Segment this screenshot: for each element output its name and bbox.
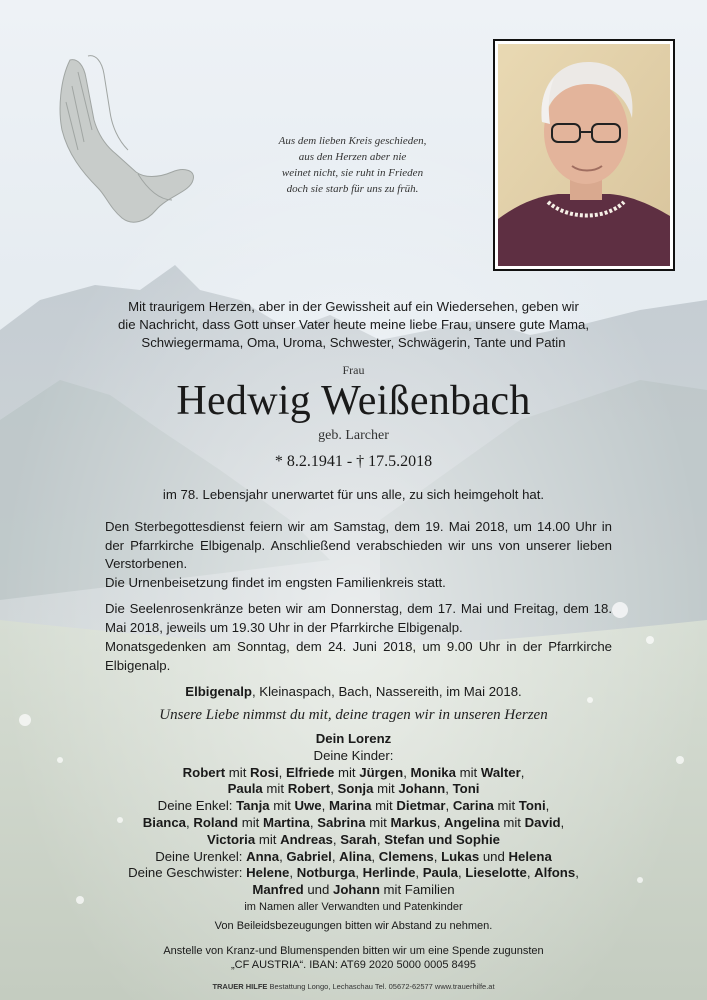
family-line	[0, 882, 707, 899]
title-label: Frau	[342, 363, 365, 377]
family-line	[0, 849, 707, 866]
family-name: Carina	[452, 798, 494, 814]
family-text: ,	[332, 831, 341, 847]
family-text: ,	[376, 831, 385, 847]
family-name: Johann	[398, 781, 446, 797]
donation-line: Anstelle von Kranz-und Blumenspenden bitten wir um eine Spende zugunsten	[163, 945, 544, 957]
family-text: ,	[436, 814, 445, 830]
family-name: Dein Lorenz	[315, 731, 392, 746]
family-text: Deine Enkel:	[157, 798, 237, 814]
family-text: ,	[403, 764, 411, 780]
family-text: ,	[445, 798, 453, 814]
family-name: Lukas	[441, 848, 480, 864]
family-name: Helene	[246, 865, 290, 881]
family-name: Helena	[508, 848, 552, 864]
poem-line: Aus dem lieben Kreis geschieden,	[278, 135, 427, 147]
poem-line: weinet nicht, sie ruht in Frieden	[281, 167, 424, 179]
family-line	[0, 748, 707, 765]
family-text: mit	[225, 764, 251, 780]
family-text: ,	[560, 814, 565, 830]
family-text: ,	[445, 781, 453, 797]
family-text: ,	[309, 814, 318, 830]
family-text: ,	[331, 848, 340, 864]
family-text: ,	[575, 865, 579, 881]
family-name: Rosi	[250, 764, 279, 780]
motto: Unsere Liebe nimmst du mit, deine tragen wir in unseren Herzen	[159, 707, 548, 723]
relatives-note: im Namen aller Verwandten und Patenkinder	[244, 900, 463, 913]
family-text: Deine Geschwister:	[128, 865, 247, 881]
family-text: ,	[278, 764, 286, 780]
family-name: Monika	[410, 764, 456, 780]
family-text: mit	[262, 781, 288, 797]
family-text: mit	[371, 798, 397, 814]
family-name: Manfred	[252, 882, 304, 898]
family-text: ,	[520, 764, 525, 780]
family-name: Martina	[262, 814, 310, 830]
age-line: im 78. Lebensjahr unerwartet für uns alle, zu sich heimgeholt hat.	[162, 487, 545, 502]
poem-line: doch sie starb für uns zu früh.	[286, 183, 419, 195]
family-name: Clemens	[378, 848, 434, 864]
maiden-name: geb. Larcher	[318, 428, 389, 443]
family-name: Robert	[287, 781, 331, 797]
footer-info: Bestattung Longo, Lechaschau Tel. 05672-62577 www.trauerhilfe.at	[267, 982, 495, 991]
family-name: Markus	[390, 814, 437, 830]
family-text: ,	[289, 865, 297, 881]
family-name: David	[524, 814, 561, 830]
family-text: ,	[321, 798, 329, 814]
memorial-paragraph: Monatsgedenken am Sonntag, dem 24. Juni 2018, um 9.00 Uhr in der Pfarrkirche Elbigenalp.	[105, 639, 612, 673]
family-list	[0, 731, 707, 916]
family-text: ,	[330, 781, 338, 797]
family-text: Deine Urenkel:	[155, 848, 247, 864]
family-name: Paula	[227, 781, 263, 797]
intro-text	[60, 298, 647, 352]
deceased-name: Hedwig Weißenbach	[176, 378, 531, 424]
donation-note	[0, 944, 707, 972]
family-line	[0, 731, 707, 748]
family-text: mit	[373, 781, 399, 797]
family-name: Sabrina	[317, 814, 366, 830]
place-date-line	[0, 684, 707, 699]
intro-line: Mit traurigem Herzen, aber in der Gewissheit auf ein Wiedersehen, geben wir	[128, 299, 579, 314]
family-text: mit	[255, 831, 281, 847]
life-dates: * 8.2.1941 - † 17.5.2018	[274, 453, 433, 470]
family-text: mit	[269, 798, 295, 814]
family-name: Lieselotte	[465, 865, 527, 881]
family-name: Paula	[422, 865, 458, 881]
family-text: mit	[493, 798, 519, 814]
family-name: Walter	[480, 764, 521, 780]
family-name: Roland	[193, 814, 239, 830]
family-name: Andreas	[280, 831, 333, 847]
family-name: Victoria	[207, 831, 256, 847]
place-town: Elbigenalp	[185, 684, 252, 699]
family-name: Jürgen	[359, 764, 404, 780]
family-name: Toni	[518, 798, 546, 814]
family-name: Johann	[333, 882, 380, 898]
family-text: mit	[499, 814, 525, 830]
footer	[0, 982, 707, 991]
family-name: Stefan und Sophie	[384, 831, 500, 847]
poem	[240, 133, 465, 197]
urn-burial-paragraph: Die Urnenbeisetzung findet im engsten Familienkreis statt.	[105, 575, 446, 590]
family-line	[0, 798, 707, 815]
intro-line: die Nachricht, dass Gott unser Vater heute meine liebe Frau, unsere gute Mama,	[117, 317, 590, 332]
family-name: Marina	[328, 798, 372, 814]
family-text: mit	[238, 814, 263, 830]
family-line	[0, 865, 707, 882]
family-text: ,	[457, 865, 466, 881]
family-text: ,	[355, 865, 363, 881]
family-text: ,	[433, 848, 442, 864]
family-text: und	[303, 882, 333, 898]
intro-line: Schwiegermama, Oma, Uroma, Schwester, Schwägerin, Tante und Patin	[141, 335, 566, 350]
family-name: Gabriel	[286, 848, 332, 864]
portrait-photo	[493, 39, 675, 271]
funeral-service-paragraph: Den Sterbegottesdienst feiern wir am Samstag, dem 19. Mai 2018, um 14.00 Uhr in der Pfarrkirche Elbigenalp. Anschließend verabschieden wir uns von unserer lieben Verstorbenen.	[105, 519, 612, 571]
family-line	[0, 781, 707, 798]
family-name: Dietmar	[396, 798, 446, 814]
family-line	[0, 765, 707, 782]
family-text: und	[479, 848, 509, 864]
family-name: Alfons	[534, 865, 576, 881]
family-text: mit Familien	[379, 882, 455, 898]
family-name: Notburga	[296, 865, 356, 881]
donation-line: „CF AUSTRIA“. IBAN: AT69 2020 5000 0005 8495	[231, 959, 476, 971]
place-rest: , Kleinaspach, Bach, Nassereith, im Mai 2018.	[251, 684, 522, 699]
family-line	[0, 815, 707, 832]
family-name: Toni	[452, 781, 480, 797]
family-text: mit	[455, 764, 481, 780]
family-name: Elfriede	[285, 764, 335, 780]
family-name: Angelina	[444, 814, 500, 830]
rosary-paragraph: Die Seelenrosenkränze beten wir am Donnerstag, dem 17. Mai und Freitag, dem 18. Mai 2018, jeweils um 19.30 Uhr in der Pfarrkirche Elbigenalp.	[105, 601, 612, 635]
family-text: ,	[526, 865, 535, 881]
family-text: mit	[365, 814, 391, 830]
condolence-note: Von Beileidsbezeugungen bitten wir Abstand zu nehmen.	[214, 920, 493, 932]
footer-brand: TRAUER HILFE	[212, 982, 268, 991]
family-text: ,	[371, 848, 379, 864]
family-text: ,	[279, 848, 287, 864]
family-name: Sonja	[337, 781, 374, 797]
family-name: Anna	[246, 848, 280, 864]
poem-line: aus den Herzen aber nie	[298, 151, 407, 163]
family-name: Bianca	[142, 814, 187, 830]
praying-hands-icon	[48, 50, 198, 230]
family-text: Deine Kinder:	[313, 747, 394, 763]
family-name: Robert	[182, 764, 226, 780]
family-text: mit	[334, 764, 360, 780]
family-lines	[0, 731, 707, 899]
family-text: ,	[415, 865, 423, 881]
family-text: ,	[545, 798, 550, 814]
family-line	[0, 832, 707, 849]
family-name: Sarah	[340, 831, 377, 847]
family-name: Uwe	[294, 798, 322, 814]
family-name: Alina	[339, 848, 372, 864]
family-text: ,	[186, 814, 194, 830]
family-name: Herlinde	[362, 865, 416, 881]
portrait-image	[498, 44, 670, 266]
family-name: Tanja	[236, 798, 270, 814]
